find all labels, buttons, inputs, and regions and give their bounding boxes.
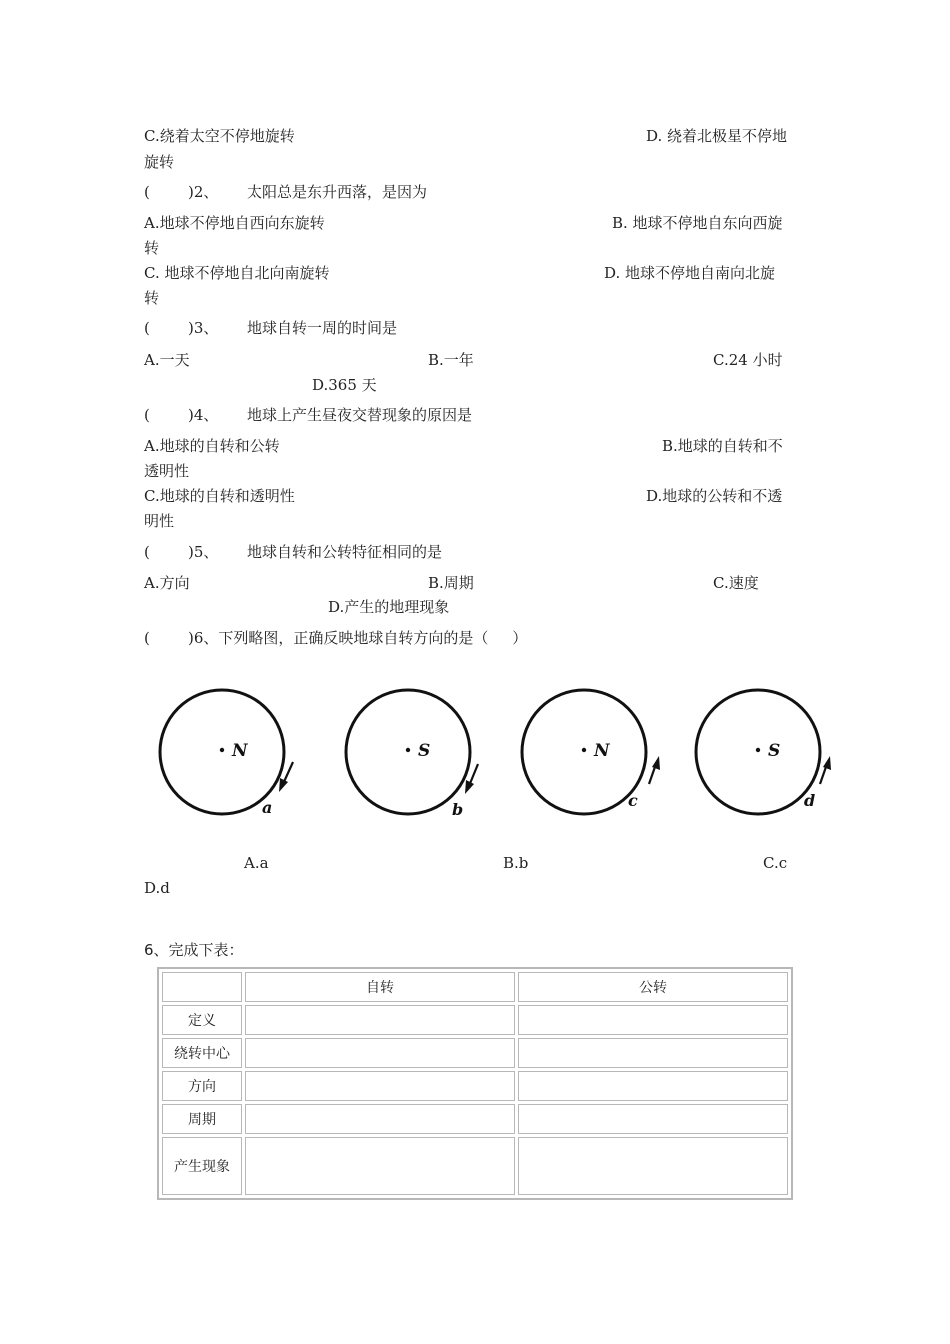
figure-c: [522, 690, 660, 814]
q4-stem: ( )4、 地球上产生昼夜交替现象的原因是: [144, 406, 473, 424]
table-row: [162, 1038, 788, 1068]
q2-stem: ( )2、 太阳总是东升西落，是因为: [144, 183, 428, 201]
pole-dot: [220, 748, 224, 752]
q6-option-a: A.a: [244, 854, 269, 872]
q4-option-d: D.地球的公转和不透: [646, 487, 783, 505]
arrow-label: a: [262, 798, 273, 817]
table-row: [162, 1005, 788, 1035]
header-revolution: 公转: [518, 972, 788, 1002]
q6-option-b: B.b: [503, 854, 529, 872]
q6-stem: ( )6、下列略图，正确反映地球自转方向的是（ ）: [144, 629, 528, 647]
q4-option-c: C.地球的自转和透明性: [144, 487, 295, 505]
header-rotation: 自转: [245, 972, 515, 1002]
pole-dot: [406, 748, 410, 752]
revolution-center-cell[interactable]: [518, 1038, 788, 1068]
figure-d: [696, 690, 831, 814]
header-corner-cell: [162, 972, 242, 1002]
q3-option-b: B.一年: [428, 351, 474, 369]
q4-option-a: A.地球的自转和公转: [144, 437, 280, 455]
q5-option-c: C.速度: [713, 574, 759, 592]
q3-option-a: A.一天: [144, 351, 190, 369]
q3-stem: ( )3、 地球自转一周的时间是: [144, 319, 398, 337]
arrow-up-icon: [649, 756, 660, 784]
q1-option-d: D. 绕着北极星不停地: [646, 127, 788, 145]
rotation-phenomena-cell[interactable]: [245, 1137, 515, 1195]
q3-option-d: D.365 天: [312, 376, 377, 394]
rotation-period-cell[interactable]: [245, 1104, 515, 1134]
q5-option-b: B.周期: [428, 574, 474, 592]
revolution-definition-cell[interactable]: [518, 1005, 788, 1035]
figure-a: [160, 690, 293, 817]
comparison-table: [157, 967, 793, 1200]
q6-option-c: C.c: [763, 854, 788, 872]
pole-label: S: [768, 741, 781, 761]
q4-option-b-wrap: 透明性: [144, 462, 190, 480]
revolution-period-cell[interactable]: [518, 1104, 788, 1134]
arrow-label: b: [452, 800, 464, 819]
rotation-definition-cell[interactable]: [245, 1005, 515, 1035]
table-header-row: [162, 972, 788, 1002]
q5-option-a: A.方向: [144, 574, 190, 592]
row-label-direction: 方向: [162, 1071, 242, 1101]
revolution-phenomena-cell[interactable]: [518, 1137, 788, 1195]
q4-option-b: B.地球的自转和不: [662, 437, 783, 455]
q2-option-d-wrap: 转: [144, 289, 160, 307]
pole-dot: [582, 748, 586, 752]
arrow-label: c: [628, 791, 638, 810]
row-label-period: 周期: [162, 1104, 242, 1134]
rotation-direction-figures: [150, 680, 850, 834]
pole-dot: [756, 748, 760, 752]
row-label-definition: 定义: [162, 1005, 242, 1035]
row-label-center: 绕转中心: [162, 1038, 242, 1068]
q3-option-c: C.24 小时: [713, 351, 783, 369]
pole-label: S: [418, 741, 431, 761]
table-row: [162, 1071, 788, 1101]
q5-stem: ( )5、 地球自转和公转特征相同的是: [144, 543, 443, 561]
q1-option-c: C.绕着太空不停地旋转: [144, 127, 295, 145]
q2-option-b-wrap: 转: [144, 239, 160, 257]
revolution-direction-cell[interactable]: [518, 1071, 788, 1101]
q5-option-d: D.产生的地理现象: [328, 598, 450, 616]
q1-option-d-wrap: 旋转: [144, 153, 175, 171]
table-row: [162, 1104, 788, 1134]
row-label-phenomena: 产生现象: [162, 1137, 242, 1195]
q6-option-d: D.d: [144, 879, 170, 897]
q4-option-d-wrap: 明性: [144, 512, 175, 530]
table-section-title: 6、完成下表：: [144, 941, 244, 959]
arrow-up-icon: [820, 756, 831, 784]
q2-option-c: C. 地球不停地自北向南旋转: [144, 264, 330, 282]
arrow-label: d: [804, 791, 816, 810]
table-row: [162, 1137, 788, 1195]
q2-option-a: A.地球不停地自西向东旋转: [144, 214, 325, 232]
q2-option-b: B. 地球不停地自东向西旋: [612, 214, 783, 232]
pole-label: N: [232, 741, 248, 761]
rotation-center-cell[interactable]: [245, 1038, 515, 1068]
pole-label: N: [594, 741, 610, 761]
figure-b: [346, 690, 478, 819]
rotation-direction-cell[interactable]: [245, 1071, 515, 1101]
q2-option-d: D. 地球不停地自南向北旋: [604, 264, 776, 282]
